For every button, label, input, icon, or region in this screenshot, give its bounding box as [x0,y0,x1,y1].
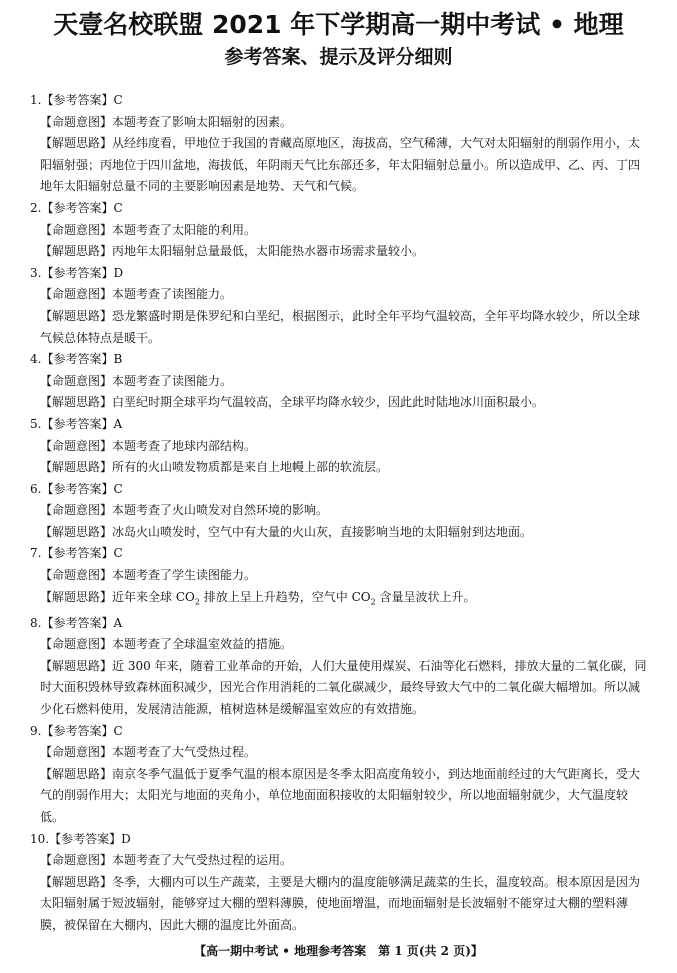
answer-item-1 [30,90,647,198]
reasoning-text: 【解题思路】所有的火山喷发物质都是来自上地幔上部的软流层。 [40,460,389,475]
reasoning-text-part: 【解题思路】近年来全球 CO [40,589,195,604]
subscript-2: 2 [370,597,376,607]
intent-text: 【命题意图】本题考查了全球温室效益的措施。 [40,637,293,652]
reasoning-text-part: 含量呈波状上升。 [375,589,476,604]
intent-text: 【命题意图】本题考查了读图能力。 [40,373,233,388]
answer-item-5 [30,414,647,479]
answer-key: 4.【参考答案】B [30,352,123,367]
intent-text: 【命题意图】本题考查了大气受热过程的运用。 [40,853,293,868]
answer-item-3 [30,263,647,349]
reasoning-text: 【解题思路】冰岛火山喷发时，空气中有大量的火山灰，直接影响当地的太阳辐射到达地面。 [40,524,533,539]
reasoning-text: 【解题思路】南京冬季气温低于夏季气温的根本原因是冬季太阳高度角较小，到达地面前经过的大气距离长，受大气的削弱作用大；太阳光与地面的夹角小，单位地面面积接收的太阳辐射较少，所以地面辐射就少，大气温度较低。 [40,766,641,824]
answer-key: 10.【参考答案】D [30,831,131,846]
answer-item-7 [30,543,647,612]
page-footer: 【高一期中考试 • 地理参考答案 第 1 页(共 2 页)】 [194,944,483,958]
intent-text: 【命题意图】本题考查了大气受热过程。 [40,745,257,760]
page-subtitle: 参考答案、提示及评分细则 [224,46,453,68]
reasoning-text: 【解题思路】丙地年太阳辐射总量最低，太阳能热水器市场需求量较小。 [40,244,425,259]
answer-item-9 [30,721,647,829]
answer-item-4 [30,349,647,414]
answer-sheet-page [0,10,677,973]
answer-item-2 [30,198,647,263]
intent-text: 【命题意图】本题考查了影响太阳辐射的因素。 [40,114,293,129]
intent-text: 【命题意图】本题考查了学生读图能力。 [40,568,257,583]
intent-text: 【命题意图】本题考查了地球内部结构。 [40,438,257,453]
answer-key: 9.【参考答案】C [30,723,123,738]
reasoning-text: 【解题思路】近 300 年来，随着工业革命的开始，人们大量使用煤炭、石油等化石燃料，排放大量的二氧化碳，同时大面积毁林导致森林面积减少，因光合作用消耗的二氧化碳减少，最终导致大气中的二氧化碳大幅增加。所以减少化石燃料使用，发展清洁能源，植树造林是缓解温室效应的有效措施。 [40,658,647,717]
answer-key: 5.【参考答案】A [30,416,123,431]
answer-key: 6.【参考答案】C [30,481,123,496]
reasoning-text: 【解题思路】恐龙繁盛时期是侏罗纪和白垩纪，根据图示，此时全年平均气温较高，全年平均降水较少，所以全球气候总体特点是暖干。 [40,308,641,345]
answer-key: 8.【参考答案】A [30,615,123,630]
reasoning-text: 【解题思路】冬季，大棚内可以生产蔬菜，主要是大棚内的温度能够满足蔬菜的生长，温度较高。根本原因是因为太阳辐射属于短波辐射，能够穿过大棚的塑料薄膜，使地面增温，而地面辐射是长波辐射不能穿过大棚的塑料薄膜，被保留在大棚内，因此大棚的温度比外面高。 [40,874,641,932]
answer-key: 7.【参考答案】C [30,546,123,561]
reasoning-text [30,587,647,613]
intent-text: 【命题意图】本题考查了读图能力。 [40,287,233,302]
answer-item-10 [30,829,647,937]
answer-item-6 [30,479,647,544]
subscript-2: 2 [194,597,200,607]
answer-item-8 [30,613,647,721]
answer-key: 1.【参考答案】C [30,93,123,107]
answer-key: 3.【参考答案】D [30,265,124,280]
answer-list [30,90,647,937]
intent-text: 【命题意图】本题考查了火山喷发对自然环境的影响。 [40,503,329,518]
reasoning-text: 【解题思路】从经纬度看，甲地位于我国的青藏高原地区，海拔高，空气稀薄，大气对太阳辐射的削弱作用小，太阳辐射强；丙地位于四川盆地，海拔低，年阴雨天气比东部还多，年太阳辐射总量小。所以造成甲、乙、丙、丁四地年太阳辐射总量不同的主要影响因素是地势、天气和气候。 [40,136,641,194]
intent-text: 【命题意图】本题考查了太阳能的利用。 [40,222,257,237]
page-title: 天壹名校联盟 2021 年下学期高一期中考试 • 地理 [53,10,624,39]
reasoning-text-part: 排放上呈上升趋势，空气中 CO [199,589,371,604]
answer-key: 2.【参考答案】C [30,200,123,215]
reasoning-text: 【解题思路】白垩纪时期全球平均气温较高，全球平均降水较少，因此此时陆地冰川面积最小。 [40,395,545,410]
